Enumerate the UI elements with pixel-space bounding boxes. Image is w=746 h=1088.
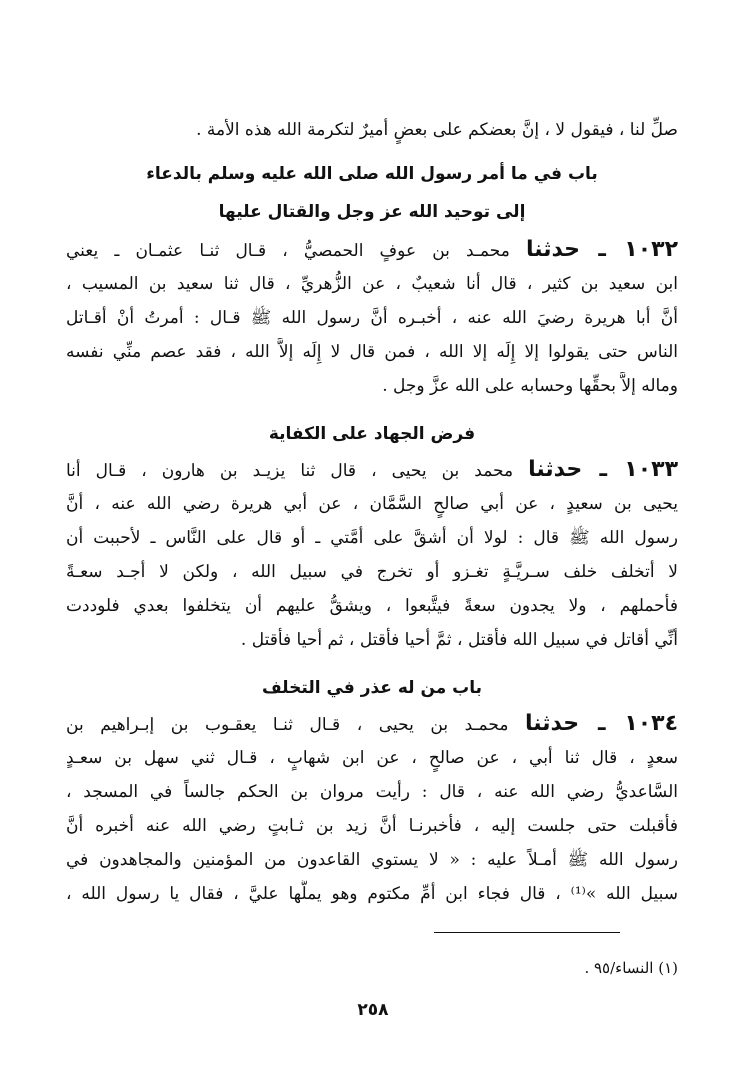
text-line: فأحملهم ، ولا يجدون سعةً فيتَّبعوا ، ويشقُّ عليهم أن يتخلفوا بعدي فلوددت bbox=[66, 596, 678, 616]
page-number: ٢٥٨ bbox=[357, 1000, 389, 1020]
text-line: لا أتخلف خلف سـريَّـةٍ تغـزو أو تخرج في سبيل الله ، ولكن لا أجـد سعـةً bbox=[66, 562, 678, 582]
section-heading: باب في ما أمر رسول الله صلى الله عليه وسلم بالدعاء bbox=[146, 164, 598, 184]
hadith-number: ١٠٣٢ ـ حدثنا bbox=[525, 237, 678, 262]
footnote: (١) النساء/٩٥ . bbox=[584, 959, 678, 977]
text-line: يحيى بن سعيدٍ ، عن أبي صالحٍ السَّمَّان ، عن أبي هريرة رضي الله عنه ، أنَّ bbox=[66, 494, 678, 514]
text-line: رسول الله ﷺ أمـلاً عليه : « لا يستوي القاعدون من المؤمنين والمجاهدون في bbox=[66, 850, 678, 870]
hadith-number: ١٠٣٤ ـ حدثنا bbox=[525, 711, 678, 736]
text-line: رسول الله ﷺ قال : لولا أن أشقَّ على أمَّتي ـ أو قال على النَّاس ـ لأحببت أن bbox=[66, 528, 678, 548]
text-line: السَّاعديُّ رضي الله عنه ، قال : رأيت مروان بن الحكم جالساً في المسجد ، bbox=[66, 782, 678, 802]
hadith-first-line bbox=[66, 710, 678, 740]
text-line: صلِّ لنا ، فيقول لا ، إنَّ بعضكم على بعضٍ أميرٌ لتكرمة الله هذه الأمة . bbox=[196, 120, 678, 140]
footnote-divider bbox=[434, 932, 620, 933]
text-line: فأقبلت حتى جلست إليه ، فأخبرنـا أنَّ زيد بن ثـابتٍ رضي الله عنه أخبره أنَّ bbox=[66, 816, 678, 836]
text-line: ابن سعيد بن كثير ، قال أنا شعيبٌ ، عن الزُّهريِّ ، قال ثنا سعيد بن المسيب ، bbox=[66, 274, 678, 294]
text-line: محمد بن يحيى ، قال ثنا يزيـد بن هارون ، قـال أنا bbox=[66, 461, 514, 481]
section-heading: إلى توحيد الله عز وجل والقتال عليها bbox=[218, 202, 526, 222]
hadith-first-line bbox=[66, 236, 678, 266]
text-line: محمـد بن يحيى ، قـال ثنـا يعقـوب بن إبـراهيم بن bbox=[66, 715, 509, 735]
text-line: أنِّي أقاتل في سبيل الله فأقتل ، ثمَّ أحيا فأقتل ، ثم أحيا فأقتل . bbox=[240, 630, 678, 650]
text-line: سعدٍ ، قال ثنا أبي ، عن صالحٍ ، عن ابن شهابٍ ، قـال ثني سهل بن سعـدٍ bbox=[66, 748, 678, 768]
hadith-number: ١٠٣٣ ـ حدثنا bbox=[528, 457, 678, 482]
text-line: أنَّ أبا هريرة رضيَ الله عنه ، أخبـره أنَّ رسول الله ﷺ قـال : أمرتُ أنْ أقـاتل bbox=[66, 308, 678, 328]
text-line: محمـد بن عوفٍ الحمصيُّ ، قـال ثنـا عثمـان ـ يعني bbox=[66, 241, 510, 261]
section-heading: باب من له عذر في التخلف bbox=[261, 678, 483, 698]
section-heading: فرض الجهاد على الكفاية bbox=[268, 424, 476, 444]
text-line: الناس حتى يقولوا إلا إِلَه إلا الله ، فمن قال لا إِلَه إلاَّ الله ، فقد عصم منِّي نفسه bbox=[66, 342, 678, 362]
text-line: سبيل الله »⁽¹⁾ ، قال فجاء ابن أمِّ مكتوم وهو يملُّها عليَّ ، فقال يا رسول الله ، bbox=[66, 884, 678, 904]
hadith-first-line bbox=[66, 456, 678, 486]
text-line: وماله إلاَّ بحقِّها وحسابه على الله عزَّ وجل . bbox=[382, 376, 678, 396]
